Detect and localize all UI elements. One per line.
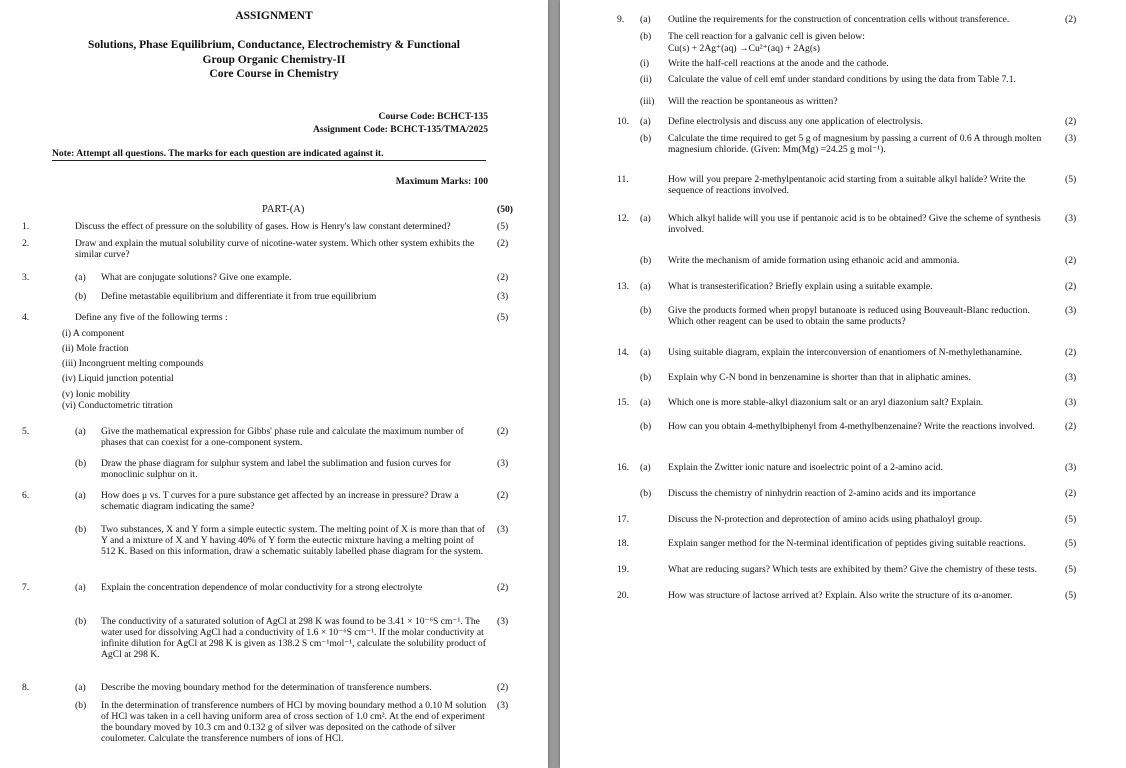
question-text: Calculate the value of cell emf under standard conditions by using the data from Table 7.1. — [668, 74, 1016, 85]
course-title-line-1: Solutions, Phase Equilibrium, Conductance, Electrochemistry & Functional — [88, 39, 460, 51]
question-text: Explain the concentration dependence of molar conductivity for a strong electrolyte — [101, 582, 423, 593]
question-marks: (2) — [1065, 14, 1077, 25]
question-marks: (5) — [1065, 514, 1077, 525]
question-number: 1. — [22, 221, 30, 232]
question-number: 4. — [22, 312, 30, 323]
course-title-line-3: Core Course in Chemistry — [209, 68, 339, 80]
question-marks: (3) — [497, 524, 509, 535]
question-text: What are reducing sugars? Which tests are exhibited by them? Give the chemistry of these tests. — [668, 564, 1038, 575]
question-number: 15. — [617, 397, 629, 408]
question-marks: (2) — [497, 490, 509, 501]
question-number: 3. — [22, 272, 30, 283]
question-marks: (3) — [497, 616, 509, 627]
question-text: Discuss the N-protection and deprotection of amino acids using phathaloyl group. — [668, 514, 983, 525]
sub-question-label: (b) — [75, 291, 87, 302]
sub-question-label: (a) — [640, 347, 651, 358]
question-text: Define electrolysis and discuss any one application of electrolysis. — [668, 116, 923, 127]
question-text: In the determination of transference numbers of HCl by moving boundary method a 0.10 M solution of HCl was taken in a cell having uniform area of cross section of 1.0 cm². At the end of experiment the boundary moved by 10.3 cm and 0.132 g of silver was deposited on the cathode of silver coulometer. Calculate the transference numbers of ions of HCl. — [101, 700, 487, 744]
sub-question-label: (b) — [640, 133, 652, 144]
question-number: 2. — [22, 238, 30, 249]
sub-question-label: (b) — [640, 31, 652, 42]
question-marks: (5) — [497, 221, 509, 232]
assignment-title: ASSIGNMENT — [235, 10, 313, 22]
question-marks: (2) — [1065, 281, 1077, 292]
question-marks: (5) — [1065, 174, 1077, 185]
question-marks: (2) — [1065, 116, 1077, 127]
note-divider — [52, 160, 486, 161]
question-marks: (3) — [1065, 397, 1077, 408]
question-number: 17. — [617, 514, 629, 525]
question-marks: (2) — [497, 582, 509, 593]
question-text: Define metastable equilibrium and differentiate it from true equilibrium — [101, 291, 377, 302]
question-number: 13. — [617, 281, 629, 292]
sub-question-label: (a) — [640, 462, 651, 473]
sub-question-label: (b) — [640, 255, 652, 266]
question-text: Two substances, X and Y form a simple eutectic system. The melting point of X is more than that of Y and a mixture of X and Y having 40% of Y form the eutectic mixture having a melting point of 512 K. Based on this information, draw a schematic suitably labelled phase diagram for the system. — [101, 524, 485, 557]
sub-question-label: (b) — [75, 458, 87, 469]
question-number: 18. — [617, 538, 629, 549]
sub-question-label: (b) — [640, 305, 652, 316]
question-text: Discuss the chemistry of ninhydrin reaction of 2-amino acids and its importance — [668, 488, 976, 499]
question-number: 11. — [617, 174, 629, 185]
question-marks: (3) — [497, 458, 509, 469]
maximum-marks: Maximum Marks: 100 — [395, 176, 488, 187]
question-text: How does μ vs. T curves for a pure substance get affected by an increase in pressure? Draw a schematic diagram indicating the same? — [101, 490, 459, 512]
question-marks: (3) — [1065, 213, 1077, 224]
sub-question-label: (a) — [640, 116, 651, 127]
part-title: PART-(A) — [262, 204, 305, 215]
question-text: Explain sanger method for the N-terminal identification of peptides giving suitable reactions. — [668, 538, 1026, 549]
question-text: Give the products formed when propyl butanoate is reduced using Bouveault-Blanc reduction. Which other reagent can be used to obtain the same products? — [668, 305, 1030, 327]
question-marks: (3) — [497, 291, 509, 302]
question-text: (vi) Conductometric titration — [62, 400, 173, 411]
question-text: Which alkyl halide will you use if pentanoic acid is to be obtained? Give the scheme of synthesis involved. — [668, 213, 1041, 235]
question-text: Which one is more stable-alkyl diazonium salt or an aryl diazonium salt? Explain. — [668, 397, 984, 408]
question-text: (iii) Incongruent melting compounds — [62, 358, 204, 369]
assignment-code: Assignment Code: BCHCT-135/TMA/2025 — [312, 124, 488, 135]
sub-question-label: (b) — [640, 372, 652, 383]
question-marks: (2) — [1065, 421, 1077, 432]
question-number: 14. — [617, 347, 629, 358]
question-marks: (2) — [497, 682, 509, 693]
question-text: The conductivity of a saturated solution of AgCl at 298 K was found to be 3.41 × 10⁻⁶S cm⁻¹. The water used for dissolving AgCl had a conductivity of 1.6 × 10⁻⁶S cm⁻¹. If the molar conductivity at infinite dilution for AgCl at 298 K is given as 138.2 S cm⁻¹mol⁻¹, calculate the solubility product of AgCl at 298 K. — [101, 616, 486, 660]
course-code: Course Code: BCHCT-135 — [378, 111, 488, 122]
question-number: 9. — [617, 14, 625, 25]
question-text: What are conjugate solutions? Give one example. — [101, 272, 292, 283]
question-number: 7. — [22, 582, 30, 593]
question-marks: (2) — [1065, 347, 1077, 358]
sub-question-label: (b) — [640, 488, 652, 499]
sub-question-label: (a) — [640, 397, 651, 408]
sub-question-label: (iii) — [640, 96, 655, 107]
question-marks: (5) — [497, 312, 509, 323]
question-number: 16. — [617, 462, 629, 473]
instructions-note: Note: Attempt all questions. The marks for each question are indicated against it. — [52, 148, 384, 159]
question-text: Discuss the effect of pressure on the solubility of gases. How is Henry's law constant determined? — [75, 221, 451, 232]
question-marks: (5) — [1065, 590, 1077, 601]
question-text: How will you prepare 2-methylpentanoic acid starting from a suitable alkyl halide? Write the sequence of reactions involved. — [668, 174, 1026, 196]
assignment-page-right — [560, 0, 1126, 768]
question-text: Cu(s) + 2Ag⁺(aq) →Cu²⁺(aq) + 2Ag(s) — [668, 43, 820, 54]
question-marks: (3) — [1065, 462, 1077, 473]
question-marks: (2) — [1065, 488, 1077, 499]
question-number: 10. — [617, 116, 629, 127]
question-number: 6. — [22, 490, 30, 501]
sub-question-label: (b) — [75, 700, 87, 711]
question-text: Calculate the time required to get 5 g of magnesium by passing a current of 0.6 A through molten magnesium chloride. (Given: Mm(Mg) =24.25 g mol⁻¹). — [668, 133, 1042, 155]
sub-question-label: (a) — [75, 426, 86, 437]
question-text: Outline the requirements for the construction of concentration cells without transference. — [668, 14, 1010, 25]
part-marks: (50) — [497, 204, 513, 215]
question-text: Explain why C-N bond in benzenamine is shorter than that in aliphatic amines. — [668, 372, 971, 383]
question-text: Define any five of the following terms : — [75, 312, 228, 323]
question-number: 19. — [617, 564, 629, 575]
question-number: 5. — [22, 426, 30, 437]
question-text: Write the mechanism of amide formation using ethanoic acid and ammonia. — [668, 255, 960, 266]
question-text: (v) Ionic mobility — [62, 389, 131, 400]
sub-question-label: (b) — [75, 616, 87, 627]
question-text: How can you obtain 4-methylbiphenyl from 4-methylbenzenaine? Write the reactions involved. — [668, 421, 1035, 432]
question-number: 12. — [617, 213, 629, 224]
question-text: Using suitable diagram, explain the interconversion of enantiomers of N-methylethanamine. — [668, 347, 1023, 358]
question-text: (i) A component — [62, 328, 125, 339]
question-number: 20. — [617, 590, 629, 601]
sub-question-label: (b) — [640, 421, 652, 432]
sub-question-label: (i) — [640, 58, 650, 69]
assignment-page-left — [0, 0, 548, 768]
question-text: Draw and explain the mutual solubility curve of nicotine-water system. Which other system exhibits the similar curve? — [75, 238, 475, 260]
question-marks: (5) — [1065, 538, 1077, 549]
question-text: Explain the Zwitter ionic nature and isoelectric point of a 2-amino acid. — [668, 462, 943, 473]
sub-question-label: (ii) — [640, 74, 652, 85]
question-text: Draw the phase diagram for sulphur system and label the sublimation and fusion curves for monoclinic sulphur on it. — [101, 458, 452, 480]
course-title-line-2: Group Organic Chemistry-II — [202, 54, 346, 66]
question-number: 8. — [22, 682, 30, 693]
sub-question-label: (a) — [75, 490, 86, 501]
question-text: Describe the moving boundary method for the determination of transference numbers. — [101, 682, 432, 693]
question-text: (iv) Liquid junction potential — [62, 373, 174, 384]
sub-question-label: (b) — [75, 524, 87, 535]
question-text: The cell reaction for a galvanic cell is given below: — [668, 31, 865, 42]
question-text: Give the mathematical expression for Gibbs' phase rule and calculate the maximum number of phases that can coexist for a one-component system. — [101, 426, 464, 448]
sub-question-label: (a) — [75, 682, 86, 693]
sub-question-label: (a) — [75, 272, 86, 283]
question-marks: (3) — [1065, 305, 1077, 316]
question-marks: (2) — [497, 238, 509, 249]
question-marks: (5) — [1065, 564, 1077, 575]
question-marks: (3) — [497, 700, 509, 711]
sub-question-label: (a) — [640, 14, 651, 25]
question-marks: (2) — [497, 426, 509, 437]
question-text: (ii) Mole fraction — [62, 343, 129, 354]
question-text: What is transesterification? Briefly explain using a suitable example. — [668, 281, 933, 292]
question-marks: (3) — [1065, 372, 1077, 383]
question-marks: (2) — [1065, 255, 1077, 266]
question-text: Write the half-cell reactions at the anode and the cathode. — [668, 58, 889, 69]
question-marks: (2) — [497, 272, 509, 283]
sub-question-label: (a) — [75, 582, 86, 593]
sub-question-label: (a) — [640, 213, 651, 224]
question-text: How was structure of lactose arrived at? Explain. Also write the structure of its α-anomer. — [668, 590, 1013, 601]
sub-question-label: (a) — [640, 281, 651, 292]
question-marks: (3) — [1065, 133, 1077, 144]
question-text: Will the reaction be spontaneous as written? — [668, 96, 838, 107]
